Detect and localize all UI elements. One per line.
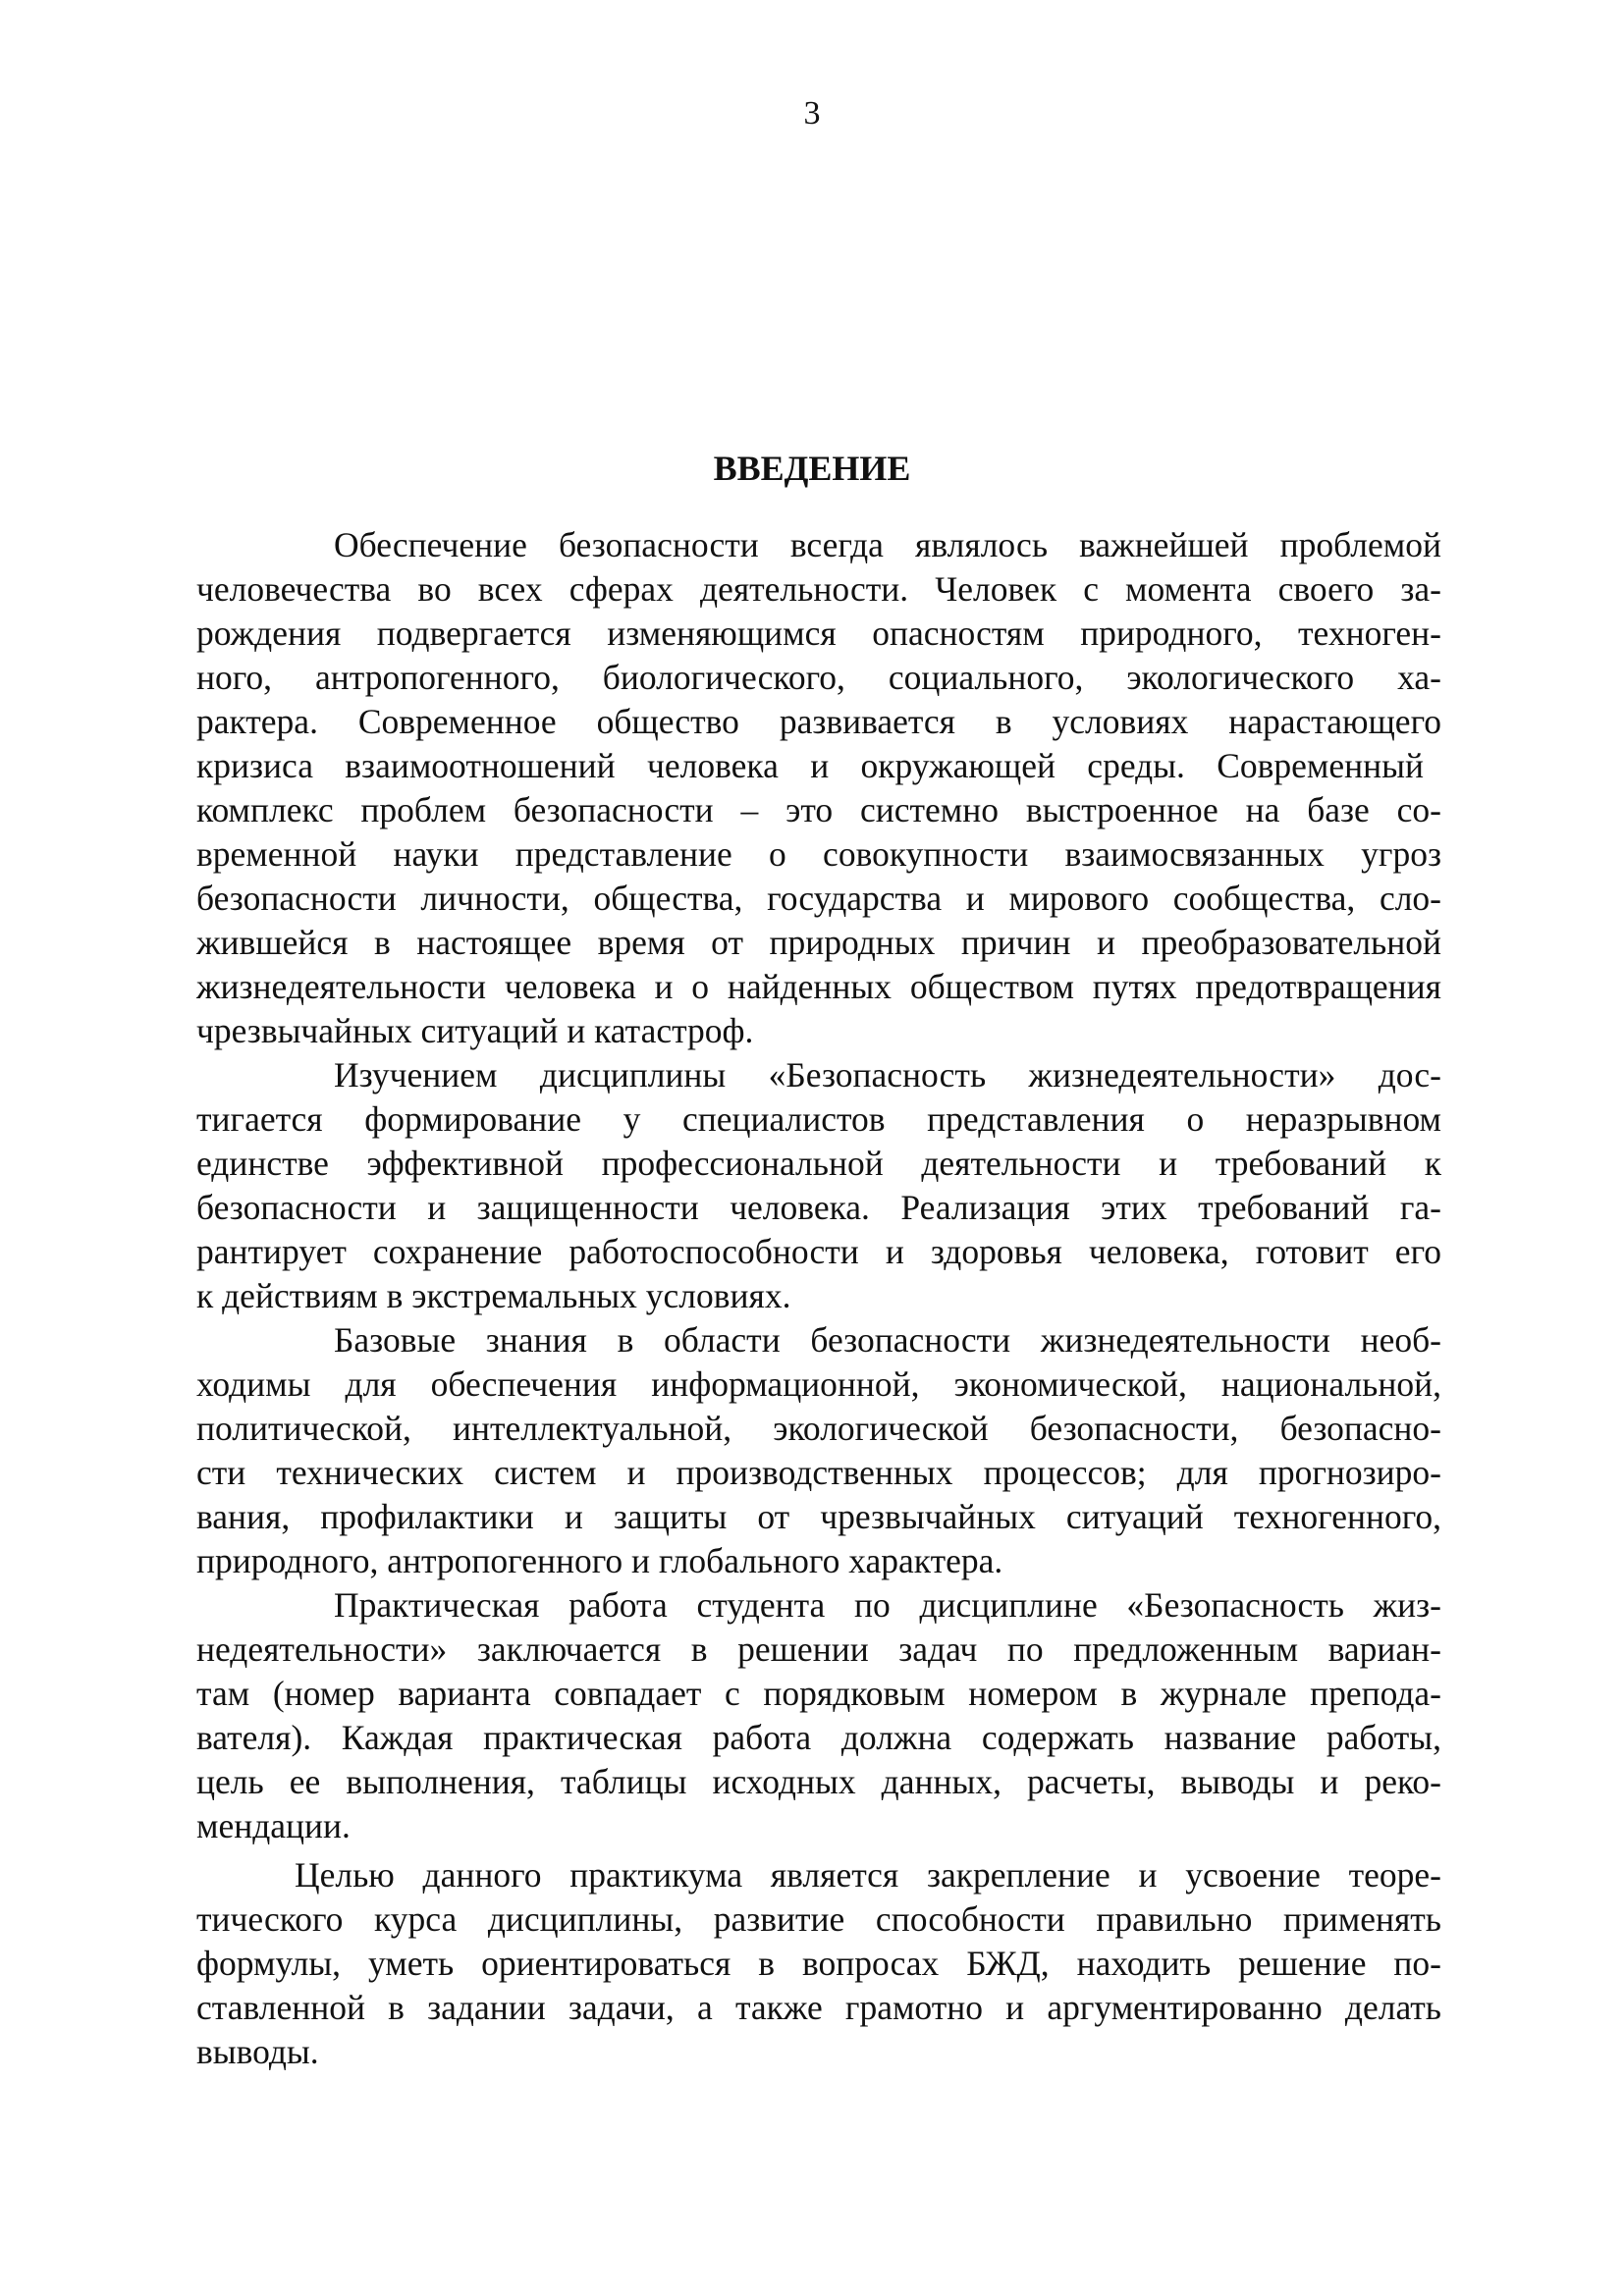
paragraph-line: комплекс проблем безопасности – это системно выстроенное на базе со- [196,790,1441,829]
paragraph-line: Изучением дисциплины «Безопасность жизнедеятельности» дос- [334,1055,1441,1095]
paragraph-line: ставленной в задании задачи, а также грамотно и аргументированно делать [196,1988,1441,2027]
section-heading: ВВЕДЕНИЕ [713,449,911,488]
page-number: 3 [803,95,821,132]
paragraph-line: временной науки представление о совокупности взаимосвязанных угроз [196,834,1441,874]
paragraph-line: мендации. [196,1806,351,1845]
paragraph-line: безопасности личности, общества, государства и мирового сообщества, сло- [196,879,1441,918]
paragraph-line: Базовые знания в области безопасности жизнедеятельности необ- [334,1320,1441,1360]
paragraph-line: кризиса взаимоотношений человека и окружающей среды. Современный [196,746,1424,785]
paragraph-line: цель ее выполнения, таблицы исходных данных, расчеты, выводы и реко- [196,1762,1441,1801]
paragraph-line: вателя). Каждая практическая работа должна содержать название работы, [196,1718,1441,1757]
paragraph-line: жившейся в настоящее время от природных причин и преобразовательной [196,923,1441,962]
paragraph-line: недеятельности» заключается в решении задач по предложенным вариан- [196,1629,1441,1669]
paragraph-line: Целью данного практикума является закрепление и усвоение теоре- [295,1855,1441,1895]
paragraph-line: рактера. Современное общество развивается в условиях нарастающего [196,702,1441,741]
paragraph-line: вания, профилактики и защиты от чрезвычайных ситуаций техногенного, [196,1497,1441,1536]
paragraph-line: к действиям в экстремальных условиях. [196,1276,791,1315]
paragraph-line: природного, антропогенного и глобального характера. [196,1541,1003,1580]
paragraph-line: выводы. [196,2032,319,2071]
paragraph-line: тического курса дисциплины, развитие способности правильно применять [196,1899,1441,1939]
paragraph-line: ходимы для обеспечения информационной, экономической, национальной, [196,1364,1441,1404]
paragraph-line: рождения подвергается изменяющимся опасностям природного, техноген- [196,614,1441,653]
paragraph-line: Обеспечение безопасности всегда являлось важнейшей проблемой [334,525,1441,564]
paragraph-line: человечества во всех сферах деятельности. Человек с момента своего за- [196,569,1441,609]
paragraph-line: формулы, уметь ориентироваться в вопросах БЖД, находить решение по- [196,1944,1441,1983]
paragraph-line: тигается формирование у специалистов представления о неразрывном [196,1099,1441,1139]
paragraph-line: чрезвычайных ситуаций и катастроф. [196,1011,754,1050]
paragraph-line: рантирует сохранение работоспособности и здоровья человека, готовит его [196,1232,1441,1271]
paragraph-line: там (номер варианта совпадает с порядковым номером в журнале препода- [196,1674,1441,1713]
paragraph-line: политической, интеллектуальной, экологической безопасности, безопасно- [196,1409,1441,1448]
paragraph-line: жизнедеятельности человека и о найденных обществом путях предотвращения [196,967,1441,1006]
paragraph-line: безопасности и защищенности человека. Реализация этих требований га- [196,1188,1441,1227]
paragraph-line: Практическая работа студента по дисциплине «Безопасность жиз- [334,1585,1441,1625]
paragraph-line: единстве эффективной профессиональной деятельности и требований к [196,1144,1441,1183]
paragraph-line: ного, антропогенного, биологического, социального, экологического ха- [196,658,1441,697]
paragraph-line: сти технических систем и производственных процессов; для прогнозиро- [196,1453,1441,1492]
